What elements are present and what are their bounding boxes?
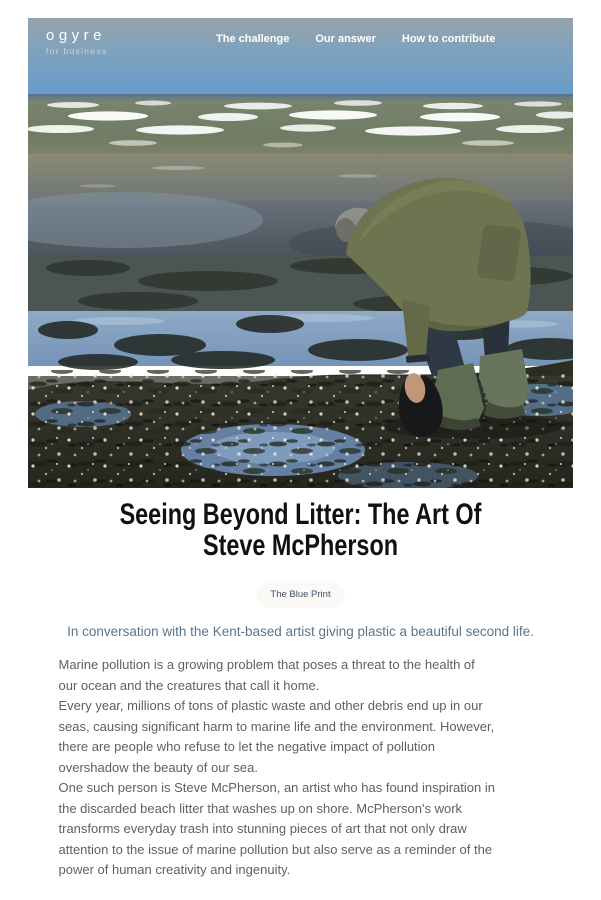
body-line: transforms everyday trash into stunning pieces of art that not only draw xyxy=(58,821,467,836)
main-nav xyxy=(216,33,495,45)
article-title-line-2: Steve McPherson xyxy=(202,529,399,562)
body-line: seas, causing significant harm to marine life and the environment. However, xyxy=(58,718,495,734)
nav-item-how-to-contribute[interactable]: How to contribute xyxy=(401,33,496,45)
body-line: attention to the issue of marine pollution but also serve as a reminder of the xyxy=(58,841,493,857)
site-header xyxy=(28,18,573,78)
nav-item-our-answer[interactable]: Our answer xyxy=(315,33,376,45)
hero-image xyxy=(28,18,573,488)
logo-name: ogyre xyxy=(46,27,107,44)
article-body xyxy=(59,655,543,881)
body-line: there are people who refuse to let the negative impact of pollution xyxy=(58,739,436,754)
badge-row xyxy=(0,585,601,605)
body-line: the discarded beach litter that washes up on shore. McPherson's work xyxy=(58,800,463,816)
article-title-line-1: Seeing Beyond Litter: The Art Of xyxy=(119,498,482,531)
beach-photo xyxy=(28,18,573,488)
nav-item-the-challenge[interactable]: The challenge xyxy=(216,33,290,45)
body-line: our ocean and the creatures that call it home. xyxy=(58,677,320,693)
logo[interactable] xyxy=(46,28,107,56)
body-line: Marine pollution is a growing problem that poses a threat to the health of xyxy=(58,657,475,672)
article-subtitle: In conversation with the Kent-based artist giving plastic a beautiful second life. xyxy=(67,624,534,639)
logo-tagline: for business xyxy=(46,46,108,56)
body-line: Every year, millions of tons of plastic waste and other debris end up in our xyxy=(58,698,483,713)
body-line: power of human creativity and ingenuity. xyxy=(58,862,291,877)
body-line: One such person is Steve McPherson, an artist who has found inspiration in xyxy=(58,780,495,795)
body-line: overshadow the beauty of our sea. xyxy=(58,759,258,775)
category-badge[interactable]: The Blue Print xyxy=(259,585,341,605)
article-title xyxy=(66,499,535,561)
